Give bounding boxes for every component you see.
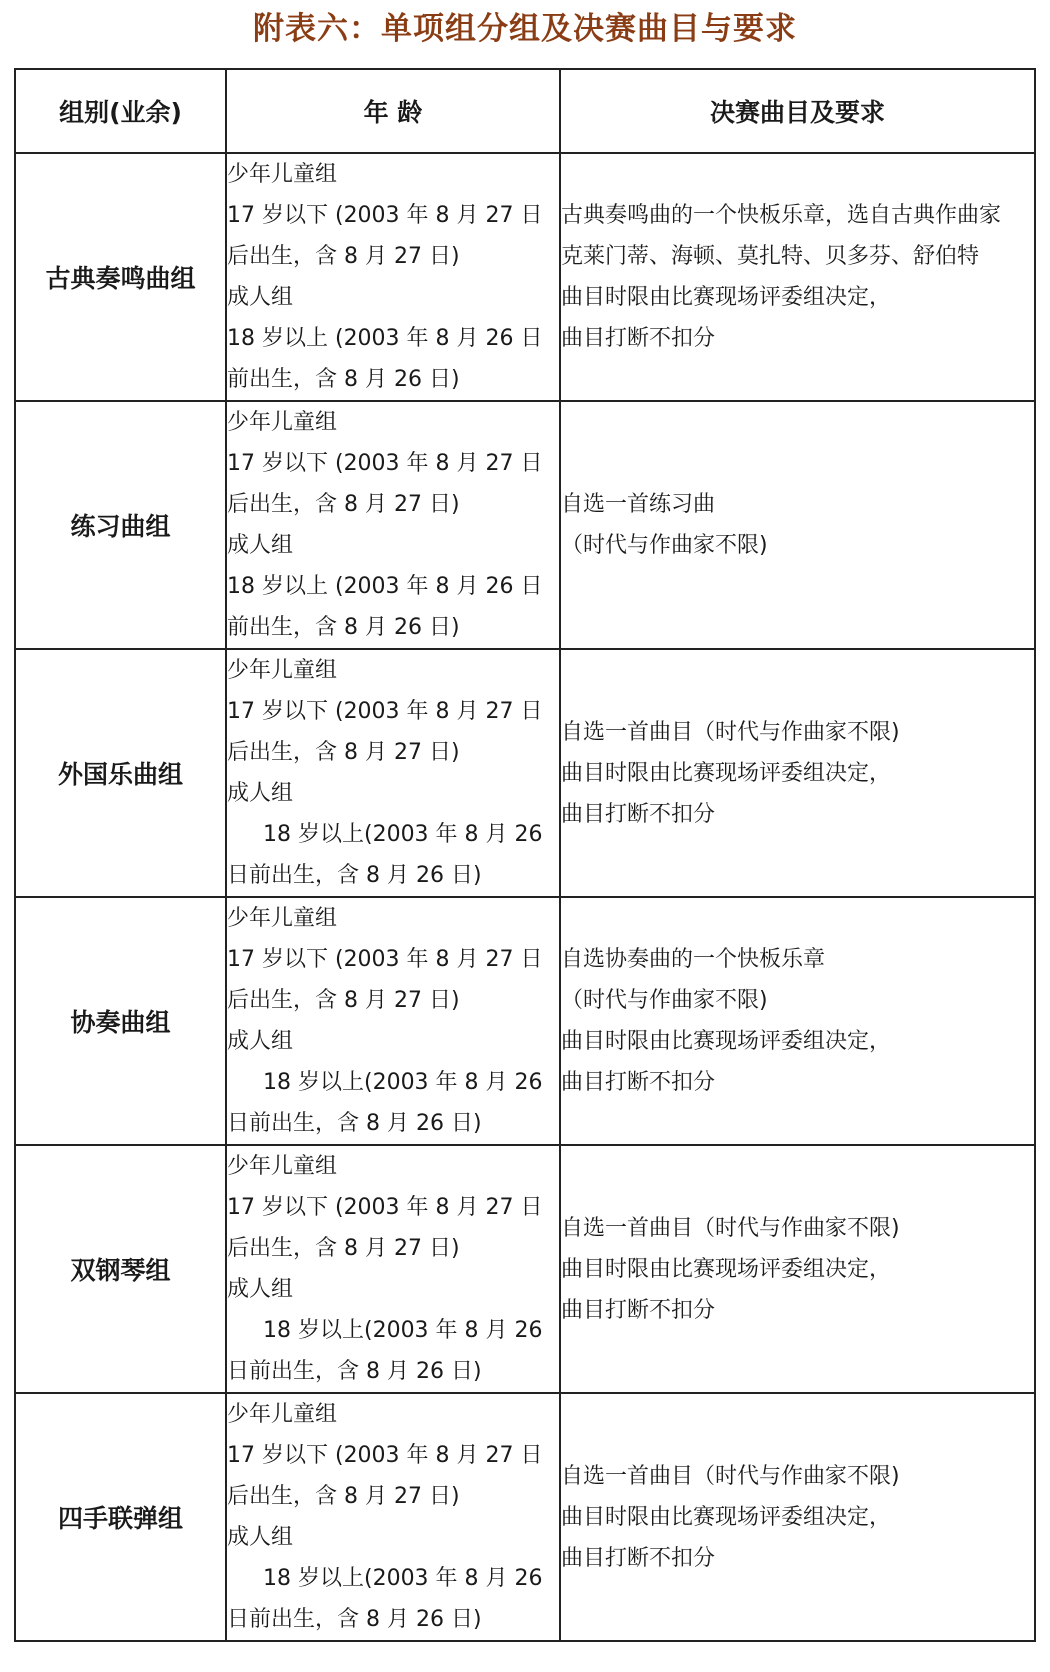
- table-row: [15, 1393, 1035, 1641]
- requirement-cell: [560, 153, 1035, 401]
- requirement-line: 曲目时限由比赛现场评委组决定，: [561, 760, 892, 786]
- age-line: 17 岁以下 (2003 年 8 月 27 日: [227, 699, 543, 724]
- age-line: 17 岁以下 (2003 年 8 月 27 日: [227, 451, 543, 476]
- age-cell: [226, 153, 560, 401]
- table-row: [15, 153, 1035, 401]
- age-cell: [226, 649, 560, 897]
- table-row: [15, 649, 1035, 897]
- requirement-line: 曲目时限由比赛现场评委组决定，: [561, 1256, 892, 1282]
- age-line: 少年儿童组: [227, 658, 338, 683]
- requirement-line: （时代与作曲家不限): [561, 988, 768, 1013]
- age-line: 前出生，含 8 月 26 日): [227, 615, 460, 640]
- group-name: 协奏曲组: [15, 897, 226, 1145]
- age-line: 后出生，含 8 月 27 日): [227, 1484, 460, 1509]
- age-line: 少年儿童组: [227, 906, 338, 931]
- requirement-line: 自选一首曲目（时代与作曲家不限): [561, 719, 900, 745]
- age-line: 17 岁以下 (2003 年 8 月 27 日: [227, 203, 543, 228]
- requirement-cell: [560, 1393, 1035, 1641]
- age-line: 后出生，含 8 月 27 日): [227, 492, 460, 517]
- requirement-line: 自选一首曲目（时代与作曲家不限): [561, 1215, 900, 1241]
- age-line: 18 岁以上(2003 年 8 月 26: [263, 1070, 543, 1095]
- age-line: 18 岁以上(2003 年 8 月 26: [263, 1566, 543, 1591]
- age-cell: [226, 1145, 560, 1393]
- age-line: 成人组: [227, 1525, 294, 1550]
- table-row: [15, 1145, 1035, 1393]
- header-requirements: 决赛曲目及要求: [560, 69, 1035, 153]
- requirement-line: 自选一首练习曲: [561, 492, 716, 517]
- age-line: 少年儿童组: [227, 162, 338, 187]
- age-cell: [226, 401, 560, 649]
- competition-table: [14, 68, 1036, 1642]
- requirement-line: （时代与作曲家不限): [561, 533, 768, 558]
- group-name: 外国乐曲组: [15, 649, 226, 897]
- requirement-line: 克莱门蒂、海顿、莫扎特、贝多芬、舒伯特: [561, 244, 980, 269]
- requirement-line: 曲目打断不扣分: [561, 1545, 716, 1571]
- header-age: 年 龄: [226, 69, 560, 153]
- requirement-line: 曲目打断不扣分: [561, 1297, 716, 1323]
- requirement-line: 曲目打断不扣分: [561, 326, 716, 351]
- requirement-cell: [560, 1145, 1035, 1393]
- age-line: 成人组: [227, 781, 294, 806]
- age-line: 后出生，含 8 月 27 日): [227, 1236, 460, 1261]
- age-line: 17 岁以下 (2003 年 8 月 27 日: [227, 1443, 543, 1468]
- age-line: 少年儿童组: [227, 410, 338, 435]
- group-name: 四手联弹组: [15, 1393, 226, 1641]
- age-line: 18 岁以上 (2003 年 8 月 26 日: [227, 326, 543, 351]
- requirement-line: 曲目时限由比赛现场评委组决定，: [561, 1029, 892, 1054]
- age-line: 后出生，含 8 月 27 日): [227, 988, 460, 1013]
- requirement-line: 曲目时限由比赛现场评委组决定，: [561, 285, 892, 310]
- requirement-line: 曲目时限由比赛现场评委组决定，: [561, 1504, 892, 1530]
- header-group: 组别(业余): [15, 69, 226, 153]
- requirement-line: 自选协奏曲的一个快板乐章: [561, 947, 826, 972]
- requirement-cell: [560, 401, 1035, 649]
- age-line: 17 岁以下 (2003 年 8 月 27 日: [227, 947, 543, 972]
- requirement-cell: [560, 649, 1035, 897]
- table-row: [15, 401, 1035, 649]
- age-line: 日前出生，含 8 月 26 日): [227, 863, 482, 888]
- age-cell: [226, 1393, 560, 1641]
- age-line: 日前出生，含 8 月 26 日): [227, 1111, 482, 1136]
- age-line: 成人组: [227, 1277, 294, 1302]
- age-line: 成人组: [227, 285, 294, 310]
- age-line: 17 岁以下 (2003 年 8 月 27 日: [227, 1195, 543, 1220]
- age-line: 成人组: [227, 1029, 294, 1054]
- age-line: 后出生，含 8 月 27 日): [227, 244, 460, 269]
- group-name: 练习曲组: [15, 401, 226, 649]
- age-line: 18 岁以上(2003 年 8 月 26: [263, 1318, 543, 1343]
- page-title: 附表六：单项组分组及决赛曲目与要求: [253, 11, 797, 47]
- requirement-cell: [560, 897, 1035, 1145]
- table-row: [15, 897, 1035, 1145]
- age-line: 成人组: [227, 533, 294, 558]
- age-line: 少年儿童组: [227, 1402, 338, 1427]
- requirement-line: 曲目打断不扣分: [561, 801, 716, 827]
- requirement-line: 曲目打断不扣分: [561, 1070, 716, 1095]
- requirement-line: 古典奏鸣曲的一个快板乐章，选自古典作曲家: [561, 203, 1002, 228]
- requirement-line: 自选一首曲目（时代与作曲家不限): [561, 1463, 900, 1489]
- age-line: 日前出生，含 8 月 26 日): [227, 1359, 482, 1384]
- group-name: 双钢琴组: [15, 1145, 226, 1393]
- age-line: 后出生，含 8 月 27 日): [227, 740, 460, 765]
- group-name: 古典奏鸣曲组: [15, 153, 226, 401]
- age-line: 日前出生，含 8 月 26 日): [227, 1607, 482, 1632]
- age-line: 18 岁以上 (2003 年 8 月 26 日: [227, 574, 543, 599]
- age-cell: [226, 897, 560, 1145]
- age-line: 18 岁以上(2003 年 8 月 26: [263, 822, 543, 847]
- table-header-row: [15, 69, 1035, 153]
- age-line: 少年儿童组: [227, 1154, 338, 1179]
- age-line: 前出生，含 8 月 26 日): [227, 367, 460, 392]
